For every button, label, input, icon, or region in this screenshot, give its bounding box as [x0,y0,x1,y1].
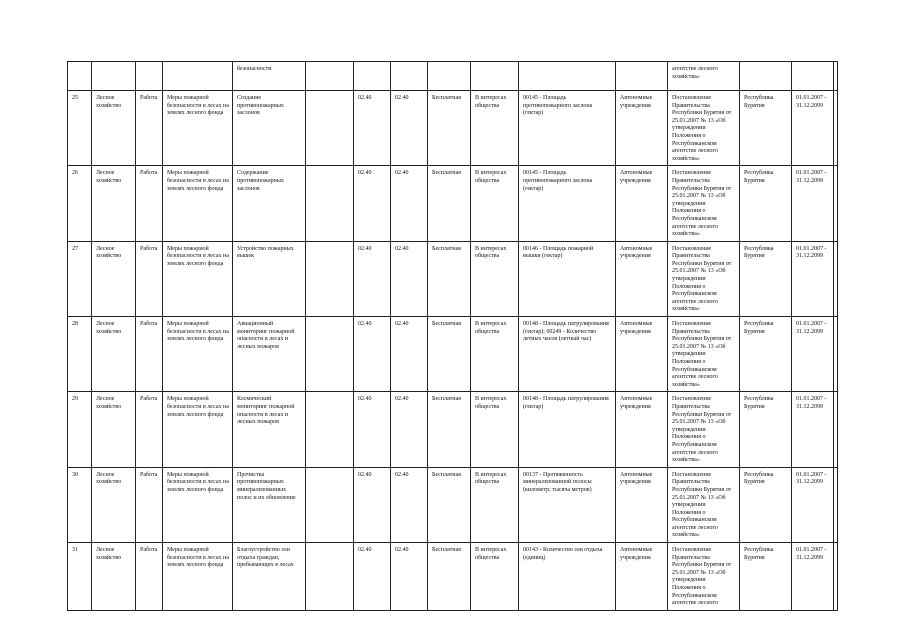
cell-measure: Меры пожарной безопасности в лесах на землях лесного фонда [163,467,233,542]
cell-measure: Меры пожарной безопасности в лесах на землях лесного фонда [163,166,233,241]
cell-region: Республика Бурятия [740,317,792,392]
cell [834,241,838,316]
cell [306,317,354,392]
cell-interest: В интересах общества [471,166,519,241]
cell [519,62,616,91]
cell-number: 31 [68,543,92,611]
cell-interest: В интересах общества [471,467,519,542]
cell-region: Республика Бурятия [740,392,792,467]
cell-region: Республика Бурятия [740,467,792,542]
cell-number: 26 [68,166,92,241]
cell [306,91,354,166]
cell-institution: Автономные учреждения [616,317,668,392]
cell-period: 01.01.2007 - 31.12.2099 [792,91,834,166]
cell [834,543,838,611]
cell-number: 29 [68,392,92,467]
cell-interest: В интересах общества [471,543,519,611]
cell-payment: Бесплатная [428,543,471,611]
cell-number: 30 [68,467,92,542]
cell-number: 27 [68,241,92,316]
cell [68,62,92,91]
cell-legal-act: Постановление Правительства Республики Бурятия от 25.01.2007 № 13 «Об утверждении Положения о Республиканском агентстве лесного хозяйства» [668,467,740,542]
cell-kind: Работа [136,241,163,316]
cell [428,62,471,91]
cell-branch: Лесное хозяйство [92,317,136,392]
cell-measure: Меры пожарной безопасности в лесах на землях лесного фонда [163,543,233,611]
cell [834,317,838,392]
cell [136,62,163,91]
cell [391,62,428,91]
table-row [68,91,838,166]
cell-work: Содержание противопожарных заслонов [233,166,306,241]
cell-institution: Автономные учреждения [616,543,668,611]
cell-code-1: 02.40 [354,166,391,241]
table-row [68,543,838,611]
cell-kind: Работа [136,166,163,241]
cell [471,62,519,91]
cell-period: 01.01.2007 - 31.12.2099 [792,317,834,392]
table-row [68,317,838,392]
cell-measure: Меры пожарной безопасности в лесах на землях лесного фонда [163,392,233,467]
cell-branch: Лесное хозяйство [92,467,136,542]
cell-institution: Автономные учреждения [616,91,668,166]
cell [834,392,838,467]
cell-indicator: 00143 - Количество зон отдыха (единиц) [519,543,616,611]
cell [306,392,354,467]
cell-period: 01.01.2007 - 31.12.2099 [792,543,834,611]
cell-measure: Меры пожарной безопасности в лесах на землях лесного фонда [163,91,233,166]
cell-interest: В интересах общества [471,317,519,392]
cell-branch: Лесное хозяйство [92,543,136,611]
cell-legal-act: Постановление Правительства Республики Бурятия от 25.01.2007 № 13 «Об утверждении Положения о Республиканском агентстве лесного хозяйства» [668,166,740,241]
table-row [68,467,838,542]
cell-indicator: 00145 - Площадь противопожарного заслона (гектар) [519,91,616,166]
cell-code-2: 02.40 [391,317,428,392]
cell-period: 01.01.2007 - 31.12.2099 [792,166,834,241]
cell [306,241,354,316]
cell-code-2: 02.40 [391,392,428,467]
cell-period: 01.01.2007 - 31.12.2099 [792,392,834,467]
cell-period: 01.01.2007 - 31.12.2099 [792,241,834,316]
cell-indicator: 00145 - Площадь противопожарного заслона (гектар) [519,166,616,241]
cell [834,62,838,91]
cell-payment: Бесплатная [428,91,471,166]
cell-act-continued: агентстве лесного хозяйства» [668,62,740,91]
cell-region: Республика Бурятия [740,166,792,241]
cell-work: Благоустройство зон отдыха граждан, пребывающих в лесах [233,543,306,611]
table-row [68,166,838,241]
cell [306,166,354,241]
cell-work-continued: безопасности [233,62,306,91]
cell-code-2: 02.40 [391,166,428,241]
cell [834,166,838,241]
cell [740,62,792,91]
cell-code-1: 02.40 [354,467,391,542]
cell-code-2: 02.40 [391,91,428,166]
cell-measure: Меры пожарной безопасности в лесах на землях лесного фонда [163,241,233,316]
cell [306,543,354,611]
cell-branch: Лесное хозяйство [92,241,136,316]
cell-legal-act: Постановление Правительства Республики Бурятия от 25.01.2007 № 13 «Об утверждении Положения о Республиканском агентстве лесного [668,543,740,611]
cell-code-2: 02.40 [391,543,428,611]
cell-work: Устройство пожарных вышек [233,241,306,316]
cell-branch: Лесное хозяйство [92,392,136,467]
cell-kind: Работа [136,543,163,611]
table-row [68,392,838,467]
cell-indicator: 00137 - Протяженность минерализованной полосы (километр; тысяча метров) [519,467,616,542]
cell [834,467,838,542]
cell-code-1: 02.40 [354,543,391,611]
cell-interest: В интересах общества [471,241,519,316]
cell-payment: Бесплатная [428,317,471,392]
cell-legal-act: Постановление Правительства Республики Бурятия от 25.01.2007 № 13 «Об утверждении Положения о Республиканском агентстве лесного хозяйства» [668,317,740,392]
cell-code-1: 02.40 [354,392,391,467]
cell-institution: Автономные учреждения [616,166,668,241]
cell-indicator: 00148 - Площадь патрулирования (гектар); 00249 - Количество летных часов (летный час) [519,317,616,392]
cell [163,62,233,91]
cell-work: Прочистка противопожарных минерализованных полос и их обновление [233,467,306,542]
services-table [67,61,838,611]
cell-branch: Лесное хозяйство [92,91,136,166]
cell-indicator: 00146 - Площадь пожарной вышки (гектар) [519,241,616,316]
cell [792,62,834,91]
cell-number: 25 [68,91,92,166]
cell-region: Республика Бурятия [740,241,792,316]
cell [306,62,354,91]
cell-indicator: 00148 - Площадь патрулирования (гектар) [519,392,616,467]
cell-kind: Работа [136,91,163,166]
cell [92,62,136,91]
cell-region: Республика Бурятия [740,543,792,611]
cell-interest: В интересах общества [471,91,519,166]
cell-code-1: 02.40 [354,317,391,392]
cell-payment: Бесплатная [428,166,471,241]
cell-branch: Лесное хозяйство [92,166,136,241]
cell [834,91,838,166]
cell-institution: Автономные учреждения [616,467,668,542]
cell-legal-act: Постановление Правительства Республики Бурятия от 25.01.2007 № 13 «Об утверждении Положения о Республиканском агентстве лесного хозяйства» [668,91,740,166]
cell-kind: Работа [136,392,163,467]
cell-payment: Бесплатная [428,467,471,542]
cell-institution: Автономные учреждения [616,241,668,316]
cell-code-2: 02.40 [391,467,428,542]
cell-interest: В интересах общества [471,392,519,467]
cell [616,62,668,91]
cell-legal-act: Постановление Правительства Республики Бурятия от 25.01.2007 № 13 «Об утверждении Положения о Республиканском агентстве лесного хозяйства» [668,392,740,467]
cell [354,62,391,91]
cell-work: Создание противопожарных заслонов [233,91,306,166]
cell-kind: Работа [136,467,163,542]
cell-work: Авиационный мониторинг пожарной опасности в лесах и лесных пожаров [233,317,306,392]
cell-kind: Работа [136,317,163,392]
cell-measure: Меры пожарной безопасности в лесах на землях лесного фонда [163,317,233,392]
cell-code-2: 02.40 [391,241,428,316]
cell-work: Космический мониторинг пожарной опасности в лесах и лесных пожаров [233,392,306,467]
cell [306,467,354,542]
cell-number: 28 [68,317,92,392]
cell-payment: Бесплатная [428,392,471,467]
cell-payment: Бесплатная [428,241,471,316]
cell-code-1: 02.40 [354,91,391,166]
table-row [68,241,838,316]
cell-period: 01.01.2007 - 31.12.2099 [792,467,834,542]
cell-code-1: 02.40 [354,241,391,316]
cell-legal-act: Постановление Правительства Республики Бурятия от 25.01.2007 № 13 «Об утверждении Положения о Республиканском агентстве лесного хозяйства» [668,241,740,316]
cell-region: Республика Бурятия [740,91,792,166]
cell-institution: Автономные учреждения [616,392,668,467]
table-row-continued [68,62,838,91]
